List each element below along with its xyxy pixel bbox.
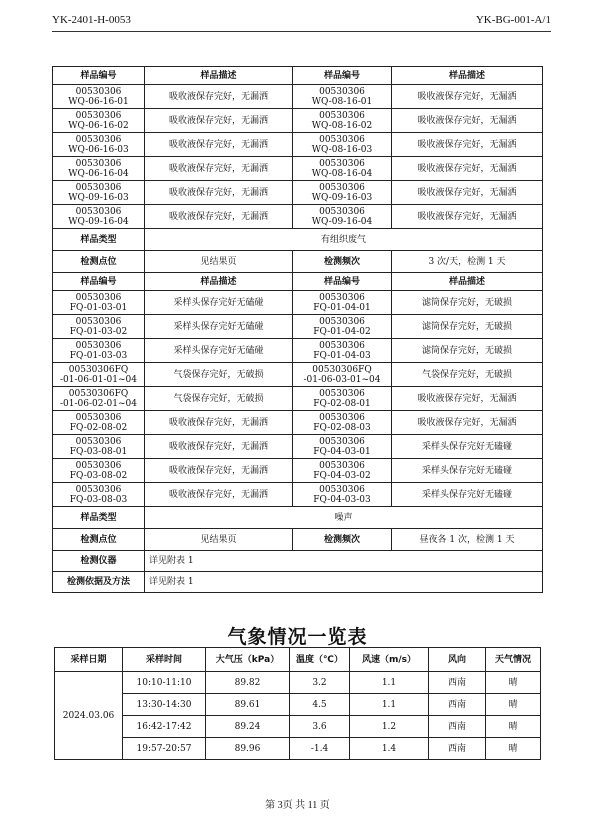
sample-desc: 吸收液保存完好，无漏洒: [145, 435, 293, 459]
col-header-sample-id: 样品编号: [53, 67, 145, 85]
sample-desc: 吸收液保存完好，无漏洒: [145, 411, 293, 435]
weather-row: [55, 716, 541, 738]
sample-desc: 吸收液保存完好，无漏洒: [392, 109, 543, 133]
sample-desc: 滤筒保存完好，无破损: [392, 315, 543, 339]
sample-desc: 吸收液保存完好，无漏洒: [145, 109, 293, 133]
weather-cell: 晴: [486, 672, 541, 694]
sample-type-label: 样品类型: [53, 507, 145, 529]
weather-row: [55, 672, 541, 694]
sample-id: 00530306 WQ-08-16-04: [293, 157, 392, 181]
table-row: [53, 483, 543, 507]
sample-desc: 吸收液保存完好，无漏洒: [145, 483, 293, 507]
test-point-value: 见结果页: [145, 529, 293, 551]
weather-cell: -1.4: [290, 738, 350, 760]
sample-desc: 吸收液保存完好，无漏洒: [392, 133, 543, 157]
test-method-value: 详见附表 1: [145, 572, 543, 593]
sample-desc: 采样头保存完好无磕碰: [392, 459, 543, 483]
sample-id: 00530306 WQ-06-16-03: [53, 133, 145, 157]
sample-desc: 采样头保存完好无磕碰: [145, 315, 293, 339]
test-frequency-label: 检测频次: [293, 251, 392, 273]
test-point-label: 检测点位: [53, 529, 145, 551]
sample-id: 00530306 FQ-01-03-03: [53, 339, 145, 363]
weather-col-header: 采样时间: [123, 648, 206, 672]
sample-desc: 吸收液保存完好，无漏洒: [145, 459, 293, 483]
sample-desc: 气袋保存完好，无破损: [145, 387, 293, 411]
table-row: [53, 387, 543, 411]
weather-table: [54, 647, 541, 760]
test-point-value: 见结果页: [145, 251, 293, 273]
weather-cell: 89.82: [206, 672, 290, 694]
sample-desc: 气袋保存完好，无破损: [145, 363, 293, 387]
col-header-sample-desc: 样品描述: [145, 67, 293, 85]
test-frequency-label: 检测频次: [293, 529, 392, 551]
test-instrument-value: 详见附表 1: [145, 551, 543, 572]
table-row: [53, 363, 543, 387]
sample-id: 00530306 FQ-01-04-01: [293, 291, 392, 315]
sample-id: 00530306 FQ-04-03-02: [293, 459, 392, 483]
sample-desc: 采样头保存完好无磕碰: [392, 435, 543, 459]
weather-cell: 西南: [429, 716, 486, 738]
table-row: [53, 205, 543, 229]
col-header-sample-desc: 样品描述: [145, 273, 293, 291]
table-row: [53, 157, 543, 181]
sample-desc: 吸收液保存完好，无漏洒: [145, 205, 293, 229]
weather-cell: 16:42-17:42: [123, 716, 206, 738]
col-header-sample-id: 样品编号: [53, 273, 145, 291]
weather-cell: 4.5: [290, 694, 350, 716]
weather-col-header: 风向: [429, 648, 486, 672]
sample-desc: 滤筒保存完好，无破损: [392, 339, 543, 363]
weather-cell: 19:57-20:57: [123, 738, 206, 760]
table-row: [53, 459, 543, 483]
sample-table: [52, 66, 543, 593]
sample-id: 00530306 WQ-09-16-04: [53, 205, 145, 229]
table-row: [53, 339, 543, 363]
form-code: YK-BG-001-A/1: [475, 14, 551, 26]
sample-id: 00530306 FQ-03-08-02: [53, 459, 145, 483]
weather-cell: 1.4: [350, 738, 429, 760]
weather-title: 气象情况一览表: [227, 626, 368, 648]
test-instrument-label: 检测仪器: [53, 551, 145, 572]
weather-col-header: 天气情况: [486, 648, 541, 672]
test-method-label: 检测依据及方法: [53, 572, 145, 593]
sample-type-value: 有组织废气: [145, 229, 543, 251]
weather-cell: 3.2: [290, 672, 350, 694]
weather-cell: 1.2: [350, 716, 429, 738]
sample-desc: 吸收液保存完好，无漏洒: [145, 181, 293, 205]
weather-row: [55, 694, 541, 716]
sample-desc: 吸收液保存完好，无漏洒: [145, 157, 293, 181]
weather-cell: 89.96: [206, 738, 290, 760]
sample-id: 00530306 FQ-02-08-03: [293, 411, 392, 435]
sample-id: 00530306 WQ-06-16-02: [53, 109, 145, 133]
weather-cell: 西南: [429, 672, 486, 694]
table-row: [53, 109, 543, 133]
sample-id: 00530306 WQ-06-16-04: [53, 157, 145, 181]
weather-cell: 晴: [486, 716, 541, 738]
sample-id: 00530306 FQ-01-04-02: [293, 315, 392, 339]
table-row: [53, 291, 543, 315]
sample-id: 00530306 WQ-08-16-03: [293, 133, 392, 157]
sample-id: 00530306 FQ-02-08-01: [293, 387, 392, 411]
table-row: [53, 572, 543, 593]
table-row: [53, 229, 543, 251]
sample-id: 00530306 WQ-09-16-03: [293, 181, 392, 205]
test-frequency-value: 昼夜各 1 次，检测 1 天: [392, 529, 543, 551]
table-row: [53, 133, 543, 157]
sample-type-value: 噪声: [145, 507, 543, 529]
table-row: [53, 85, 543, 109]
sample-id: 00530306 FQ-04-03-01: [293, 435, 392, 459]
weather-cell: 89.61: [206, 694, 290, 716]
sample-id: 00530306 FQ-01-03-01: [53, 291, 145, 315]
table-row: [53, 435, 543, 459]
sample-desc: 吸收液保存完好，无漏洒: [392, 181, 543, 205]
sample-desc: 吸收液保存完好，无漏洒: [392, 387, 543, 411]
sample-id: 00530306 FQ-01-03-02: [53, 315, 145, 339]
sample-id: 00530306FQ -01-06-01-01~04: [53, 363, 145, 387]
weather-cell: 晴: [486, 738, 541, 760]
sample-id: 00530306FQ -01-06-03-01~04: [293, 363, 392, 387]
sample-desc: 滤筒保存完好，无破损: [392, 291, 543, 315]
sample-desc: 采样头保存完好无磕碰: [145, 339, 293, 363]
sample-id: 00530306 WQ-09-16-04: [293, 205, 392, 229]
weather-col-header: 采样日期: [55, 648, 123, 672]
sample-desc: 吸收液保存完好，无漏洒: [145, 85, 293, 109]
table-row: [53, 551, 543, 572]
sample-id: 00530306 FQ-02-08-02: [53, 411, 145, 435]
col-header-sample-id: 样品编号: [293, 67, 392, 85]
sample-desc: 吸收液保存完好，无漏洒: [145, 133, 293, 157]
weather-cell: 13:30-14:30: [123, 694, 206, 716]
table-row: [53, 315, 543, 339]
test-frequency-value: 3 次/天，检测 1 天: [392, 251, 543, 273]
weather-cell: 1.1: [350, 672, 429, 694]
table-row: [53, 411, 543, 435]
sample-id: 00530306 WQ-08-16-01: [293, 85, 392, 109]
sample-id: 00530306FQ -01-06-02-01~04: [53, 387, 145, 411]
weather-cell: 10:10-11:10: [123, 672, 206, 694]
page-footer: 第 3页 共 11 页: [265, 800, 330, 811]
sample-desc: 采样头保存完好无磕碰: [392, 483, 543, 507]
weather-cell: 89.24: [206, 716, 290, 738]
weather-cell: 3.6: [290, 716, 350, 738]
weather-col-header: 大气压（kPa）: [206, 648, 290, 672]
sample-desc: 吸收液保存完好，无漏洒: [392, 85, 543, 109]
sample-id: 00530306 WQ-09-16-03: [53, 181, 145, 205]
sample-desc: 气袋保存完好，无破损: [392, 363, 543, 387]
weather-cell: 西南: [429, 694, 486, 716]
sample-id: 00530306 WQ-06-16-01: [53, 85, 145, 109]
report-number: YK-2401-H-0053: [52, 14, 131, 26]
weather-cell: 晴: [486, 694, 541, 716]
sampling-date: 2024.03.06: [55, 672, 123, 760]
header-rule: [52, 31, 551, 32]
weather-col-header: 风速（m/s）: [350, 648, 429, 672]
col-header-sample-desc: 样品描述: [392, 273, 543, 291]
col-header-sample-id: 样品编号: [293, 273, 392, 291]
sample-id: 00530306 WQ-08-16-02: [293, 109, 392, 133]
table-row: [53, 273, 543, 291]
sample-type-label: 样品类型: [53, 229, 145, 251]
col-header-sample-desc: 样品描述: [392, 67, 543, 85]
sample-desc: 吸收液保存完好，无漏洒: [392, 205, 543, 229]
sample-desc: 吸收液保存完好，无漏洒: [392, 411, 543, 435]
table-row: [53, 529, 543, 551]
sample-id: 00530306 FQ-03-08-01: [53, 435, 145, 459]
weather-cell: 西南: [429, 738, 486, 760]
table-row: [53, 507, 543, 529]
sample-id: 00530306 FQ-04-03-03: [293, 483, 392, 507]
table-row: [53, 181, 543, 205]
table-row: [53, 67, 543, 85]
weather-header-row: [55, 648, 541, 672]
weather-row: [55, 738, 541, 760]
sample-id: 00530306 FQ-03-08-03: [53, 483, 145, 507]
sample-desc: 采样头保存完好无磕碰: [145, 291, 293, 315]
weather-col-header: 温度（℃）: [290, 648, 350, 672]
sample-desc: 吸收液保存完好，无漏洒: [392, 157, 543, 181]
table-row: [53, 251, 543, 273]
test-point-label: 检测点位: [53, 251, 145, 273]
sample-id: 00530306 FQ-01-04-03: [293, 339, 392, 363]
weather-cell: 1.1: [350, 694, 429, 716]
